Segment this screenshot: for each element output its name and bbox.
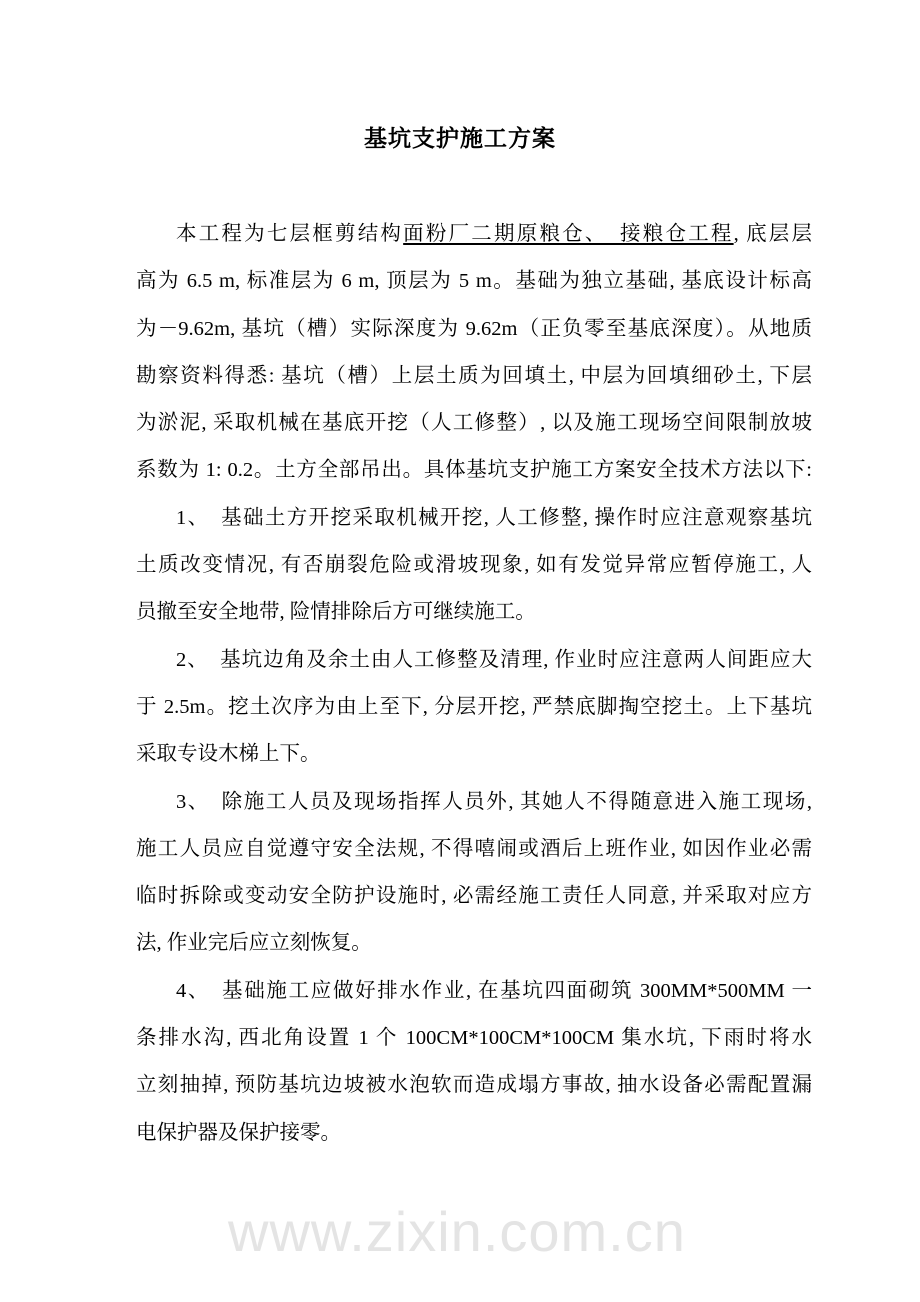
numbered-paragraph-3 [136, 779, 812, 968]
text-line: 为淤泥, 采取机械在基底开挖（人工修整）, 以及施工现场空间限制放坡 [136, 412, 812, 435]
text-line: 为－9.62m, 基坑（槽）实际深度为 9.62m（正负零至基底深度）。从地质 [136, 317, 812, 340]
numbered-items [136, 495, 812, 1157]
text-line: 施工人员应自觉遵守安全法规, 不得嘻闹或酒后上班作业, 如因作业必需 [136, 837, 812, 860]
text-line: 法, 作业完后应立刻恢复。 [136, 932, 372, 955]
document-body [136, 211, 812, 1157]
text-line: 2、 基坑边角及余土由人工修整及清理, 作业时应注意两人间距应大 [176, 648, 812, 671]
text-line: 系数为 1: 0.2。土方全部吊出。具体基坑支护施工方案安全技术方法以下: [136, 459, 812, 482]
text-line: 1、 基础土方开挖采取机械开挖, 人工修整, 操作时应注意观察基坑 [176, 506, 812, 529]
text-line: 土质改变情况, 有否崩裂危险或滑坡现象, 如有发觉异常应暂停施工, 人 [136, 554, 812, 577]
text-line: 4、 基础施工应做好排水作业, 在基坑四面砌筑 300MM*500MM 一 [176, 979, 812, 1002]
text-line: 3、 除施工人员及现场指挥人员外, 其她人不得随意进入施工现场, [176, 790, 812, 813]
text-line: 临时拆除或变动安全防护设施时, 必需经施工责任人同意, 并采取对应方 [136, 885, 812, 908]
text-line: 电保护器及保护接零。 [136, 1121, 341, 1144]
intro-text: 本工程为七层框剪结构 [176, 223, 404, 245]
text-line: 勘察资料得悉: 基坑（槽）上层土质为回填土, 中层为回填细砂土, 下层 [136, 364, 812, 387]
intro-paragraph [136, 211, 812, 495]
project-name-underlined: 面粉厂二期原粮仓、 接粮仓工程 [403, 223, 734, 245]
text-line: 于 2.5m。挖土次序为由上至下, 分层开挖, 严禁底脚掏空挖土。上下基坑 [136, 695, 812, 718]
text-line: 采取专设木梯上下。 [136, 743, 321, 766]
text-line: 高为 6.5 m, 标准层为 6 m, 顶层为 5 m。基础为独立基础, 基底设计标高 [136, 270, 812, 293]
text-line: 员撤至安全地带, 险情排除后方可继续施工。 [136, 601, 536, 624]
text-line: 立刻抽掉, 预防基坑边坡被水泡软而造成塌方事故, 抽水设备必需配置漏 [136, 1074, 812, 1097]
text-line: 条排水沟, 西北角设置 1 个 100CM*100CM*100CM 集水坑, 下雨时将水 [136, 1027, 812, 1050]
numbered-paragraph-4 [136, 968, 812, 1157]
numbered-paragraph-1 [136, 495, 812, 637]
watermark: www.zixin.com.cn [228, 1200, 686, 1263]
intro-text: , 底层层 [733, 223, 813, 245]
numbered-paragraph-2 [136, 637, 812, 779]
document-title: 基坑支护施工方案 [364, 126, 556, 151]
text-line [136, 211, 812, 258]
